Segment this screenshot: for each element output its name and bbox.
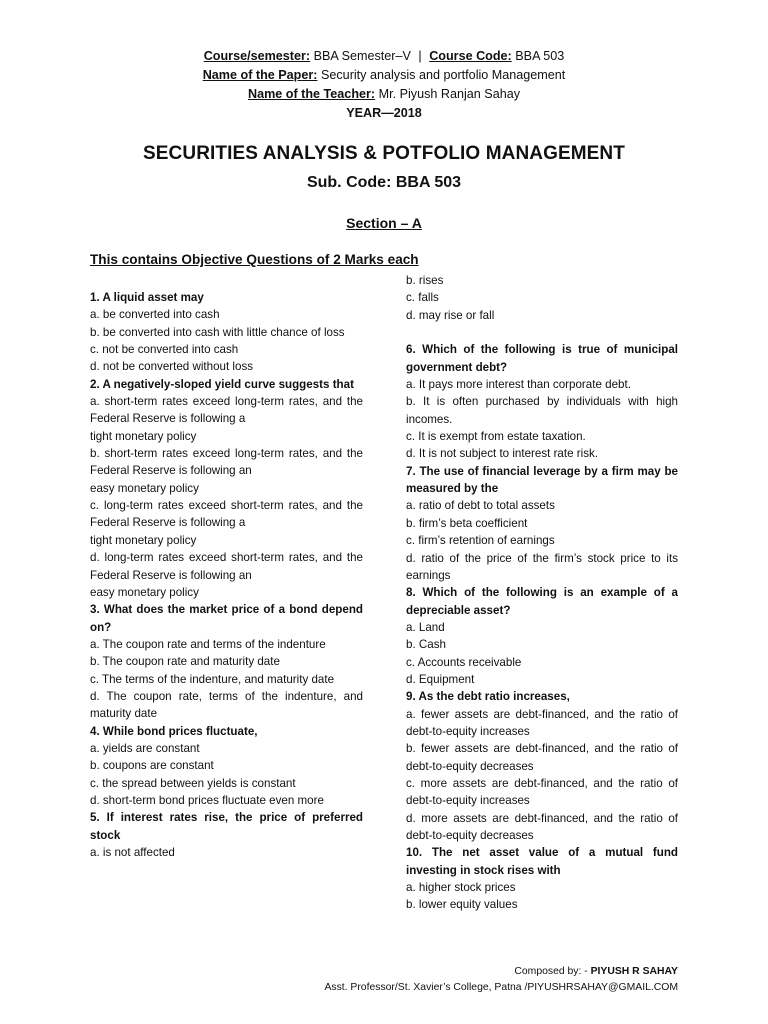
page-title: SECURITIES ANALYSIS & POTFOLIO MANAGEMENT: [143, 143, 625, 164]
question-text: 5. If interest rates rise, the price of preferred stock: [90, 811, 363, 842]
answer-option: c. long-term rates exceed short-term rates, and the Federal Reserve is following a: [90, 499, 363, 530]
question-text: 9. As the debt ratio increases,: [406, 690, 570, 704]
question-text: 7. The use of financial leverage by a firm may be measured by the: [406, 464, 678, 496]
question-text: 6. Which of the following is true of municipal government debt?: [406, 343, 678, 374]
answer-option: c. more assets are debt-financed, and the ratio of debt-to-equity increases: [406, 776, 678, 808]
answer-option: d. not be converted without loss: [90, 360, 254, 374]
answer-option: d. Equipment: [406, 672, 475, 686]
question-text: 1. A liquid asset may: [90, 291, 204, 304]
question-text: 2. A negatively-sloped yield curve suggests that: [90, 377, 354, 391]
paper-line: [0, 66, 768, 85]
teacher-line: [0, 85, 768, 104]
answer-option: c. not be converted into cash: [90, 343, 239, 357]
course-line: [0, 47, 768, 66]
answer-option: d. It is not subject to interest rate risk.: [406, 447, 599, 461]
answer-option: a. yields are constant: [90, 741, 200, 755]
answer-option: b. firm’s beta coefficient: [406, 516, 528, 530]
answer-option: a. higher stock prices: [406, 881, 516, 895]
answer-option: b. Cash: [406, 638, 446, 652]
answer-option: c. the spread between yields is constant: [90, 776, 296, 790]
answer-option: a. ratio of debt to total assets: [406, 499, 555, 513]
answer-option: b. coupons are constant: [90, 759, 214, 773]
teacher-value: Mr. Piyush Ranjan Sahay: [378, 87, 521, 101]
right-question-column: [406, 272, 678, 914]
year-line: YEAR—2018: [346, 106, 422, 120]
answer-option: b. short-term rates exceed long-term rates, and the Federal Reserve is following an: [90, 447, 363, 478]
answer-option: a. Land: [406, 620, 445, 634]
paper-value: Security analysis and portfolio Management: [320, 68, 566, 82]
answer-option: b. The coupon rate and maturity date: [90, 655, 280, 669]
footer-composed: [514, 964, 678, 980]
answer-option: easy monetary policy: [90, 481, 199, 495]
answer-option: b. be converted into cash with little chance of loss: [90, 325, 345, 339]
left-question-column: [90, 289, 363, 861]
answer-option: easy monetary policy: [90, 585, 199, 599]
answer-option: b. rises: [406, 274, 444, 287]
question-text: 10. The net asset value of a mutual fund investing in stock rises with: [406, 846, 678, 877]
answer-option: a. is not affected: [90, 846, 175, 859]
answer-option: d. short-term bond prices fluctuate even more: [90, 793, 324, 807]
answer-option: b. lower equity values: [406, 898, 518, 912]
answer-option: a. fewer assets are debt-financed, and the ratio of debt-to-equity increases: [406, 707, 678, 738]
answer-option: a. It pays more interest than corporate debt.: [406, 378, 631, 392]
answer-option: d. long-term rates exceed short-term rates, and the Federal Reserve is following an: [90, 551, 363, 582]
answer-option: b. It is often purchased by individuals with high incomes.: [406, 395, 678, 426]
section-intro: This contains Objective Questions of 2 Marks each: [90, 252, 419, 267]
answer-option: d. more assets are debt-financed, and the ratio of debt-to-equity decreases: [406, 811, 678, 842]
answer-option: tight monetary policy: [90, 429, 197, 443]
course-value: BBA Semester–V: [313, 49, 411, 63]
answer-option: c. firm’s retention of earnings: [406, 534, 555, 548]
answer-option: d. ratio of the price of the firm’s stock price to its earnings: [406, 551, 678, 582]
footer-affiliation: Asst. Professor/St. Xavier’s College, Patna /PIYUSHRSAHAY@GMAIL.COM: [324, 982, 678, 993]
section-heading: Section – A: [346, 215, 422, 231]
answer-option: b. fewer assets are debt-financed, and the ratio of debt-to-equity decreases: [406, 742, 678, 773]
course-code-label: Course Code:: [429, 49, 512, 63]
course-label: Course/semester:: [203, 49, 311, 63]
answer-option: c. The terms of the indenture, and maturity date: [90, 672, 335, 686]
answer-option: c. Accounts receivable: [406, 655, 522, 669]
answer-option: a. The coupon rate and terms of the indenture: [90, 637, 326, 651]
question-text: 3. What does the market price of a bond depend on?: [90, 603, 363, 634]
answer-option: d. The coupon rate, terms of the indenture, and maturity date: [90, 689, 363, 721]
composed-label: Composed by: -: [514, 966, 588, 977]
subject-code: Sub. Code: BBA 503: [306, 174, 462, 191]
answer-option: c. It is exempt from estate taxation.: [406, 430, 586, 444]
answer-option: d. may rise or fall: [406, 308, 495, 322]
header-divider: |: [418, 49, 422, 63]
question-text: 8. Which of the following is an example of a depreciable asset?: [406, 586, 678, 617]
course-code-value: BBA 503: [515, 49, 565, 63]
paper-label: Name of the Paper:: [202, 68, 318, 82]
composer-name: PIYUSH R SAHAY: [590, 966, 678, 977]
answer-option: tight monetary policy: [90, 533, 197, 547]
teacher-label: Name of the Teacher:: [247, 87, 376, 101]
question-text: 4. While bond prices fluctuate,: [90, 724, 258, 738]
answer-option: c. falls: [406, 291, 439, 305]
answer-option: a. be converted into cash: [90, 308, 220, 322]
document-header: [0, 47, 768, 123]
answer-option: a. short-term rates exceed long-term rates, and the Federal Reserve is following a: [90, 395, 363, 426]
